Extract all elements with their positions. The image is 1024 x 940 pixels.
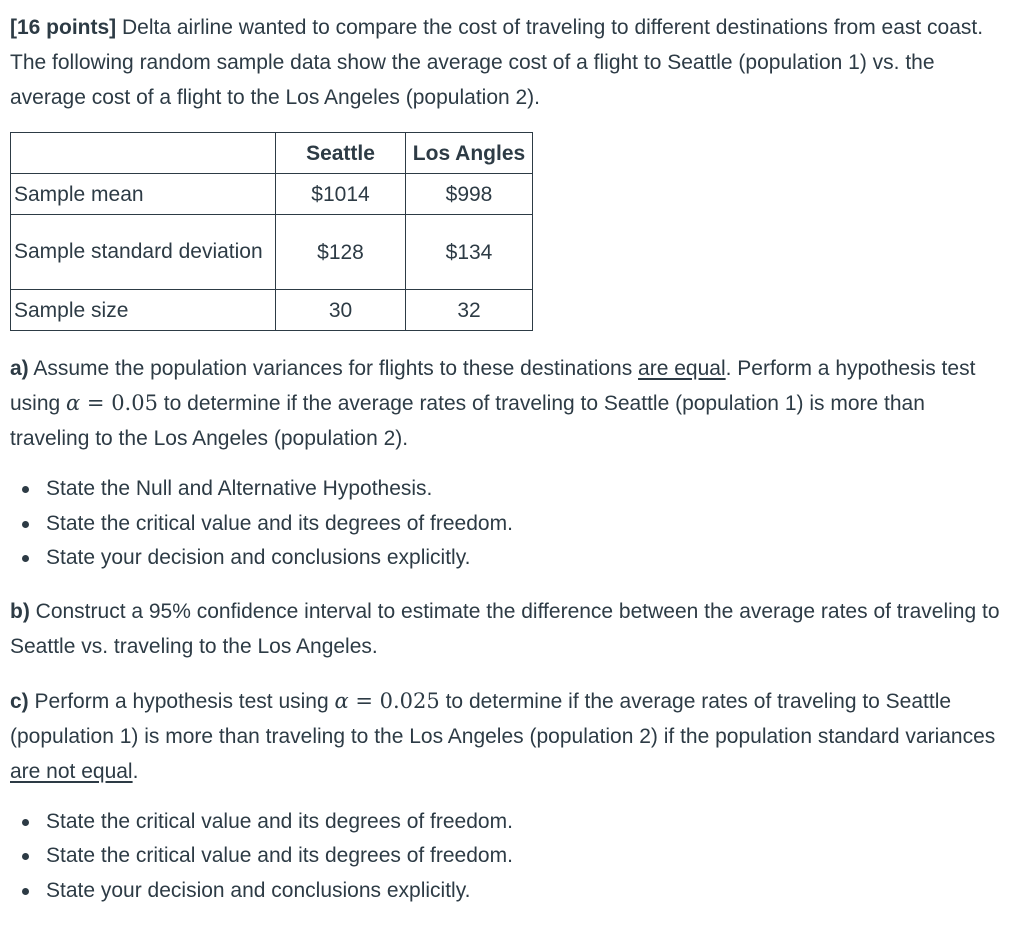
alpha-value: 0.025 bbox=[379, 688, 440, 713]
part-a-bullet-list bbox=[10, 472, 1014, 576]
table-header-blank bbox=[11, 133, 276, 174]
list-item: State the critical value and its degrees of freedom. bbox=[46, 507, 1014, 542]
intro-text: Delta airline wanted to compare the cost of traveling to different destinations from east coast. The following random sample data show the average cost of a flight to Seattle (population 1) vs. the average cost of a flight to the Los Angeles (population 2). bbox=[10, 16, 984, 109]
part-b-tag: b) bbox=[10, 599, 30, 623]
part-c-text-1: Perform a hypothesis test using bbox=[28, 689, 335, 713]
list-item: State your decision and conclusions explicitly. bbox=[46, 541, 1014, 576]
seattle-value: $128 bbox=[276, 215, 406, 290]
row-label: Sample mean bbox=[11, 174, 276, 215]
table-header-los-angeles: Los Angles bbox=[406, 133, 533, 174]
part-a-text-3: to determine if the average rates of traveling to Seattle (population 1) is more than traveling to the Los Angeles (population 2). bbox=[10, 392, 925, 450]
los-angeles-value: $998 bbox=[406, 174, 533, 215]
sample-data-table bbox=[10, 132, 533, 331]
list-item: State the Null and Alternative Hypothesis. bbox=[46, 472, 1014, 507]
table-row bbox=[11, 290, 533, 331]
part-a-text bbox=[10, 351, 1010, 456]
part-a-alpha-expression bbox=[66, 391, 158, 415]
table-header-row bbox=[11, 133, 533, 174]
list-item: State the critical value and its degrees of freedom. bbox=[46, 839, 1014, 874]
table-header-seattle: Seattle bbox=[276, 133, 406, 174]
part-c-text bbox=[10, 684, 1010, 789]
part-c-alpha-expression bbox=[335, 689, 440, 713]
table-row bbox=[11, 174, 533, 215]
part-a-underlined: are equal bbox=[638, 357, 726, 380]
part-c-text-2: to determine if the average rates of traveling to Seattle (population 1) is more than traveling to the Los Angeles (population 2) if the population standard variances bbox=[10, 689, 996, 748]
los-angeles-value: $134 bbox=[406, 215, 533, 290]
alpha-value: 0.05 bbox=[111, 391, 158, 415]
equals-sign: = bbox=[348, 688, 380, 713]
part-a-tag: a) bbox=[10, 357, 29, 380]
part-c-tag: c) bbox=[10, 689, 29, 713]
part-b-text bbox=[10, 594, 1010, 664]
part-a-text-1: Assume the population variances for flights to these destinations bbox=[28, 357, 639, 380]
question-intro bbox=[10, 10, 1010, 115]
row-label: Sample size bbox=[11, 290, 276, 331]
los-angeles-value: 32 bbox=[406, 290, 533, 331]
part-c-bullet-list bbox=[10, 805, 1014, 909]
part-b-body: Construct a 95% confidence interval to estimate the difference between the average rates of traveling to Seattle vs. traveling to the Los Angeles. bbox=[10, 599, 1000, 658]
points-label: [16 points] bbox=[10, 16, 117, 39]
alpha-symbol: α bbox=[334, 688, 349, 713]
row-label: Sample standard deviation bbox=[11, 215, 276, 290]
part-c-text-3: . bbox=[132, 759, 139, 783]
part-a-text-2: . Perform a hypothesis test using bbox=[10, 357, 976, 415]
seattle-value: $1014 bbox=[276, 174, 406, 215]
table-row bbox=[11, 215, 533, 290]
list-item: State the critical value and its degrees of freedom. bbox=[46, 805, 1014, 840]
seattle-value: 30 bbox=[276, 290, 406, 331]
part-c-underlined: are not equal bbox=[10, 759, 133, 783]
equals-sign: = bbox=[80, 391, 112, 415]
alpha-symbol: α bbox=[66, 391, 81, 415]
list-item: State your decision and conclusions explicitly. bbox=[46, 874, 1014, 909]
